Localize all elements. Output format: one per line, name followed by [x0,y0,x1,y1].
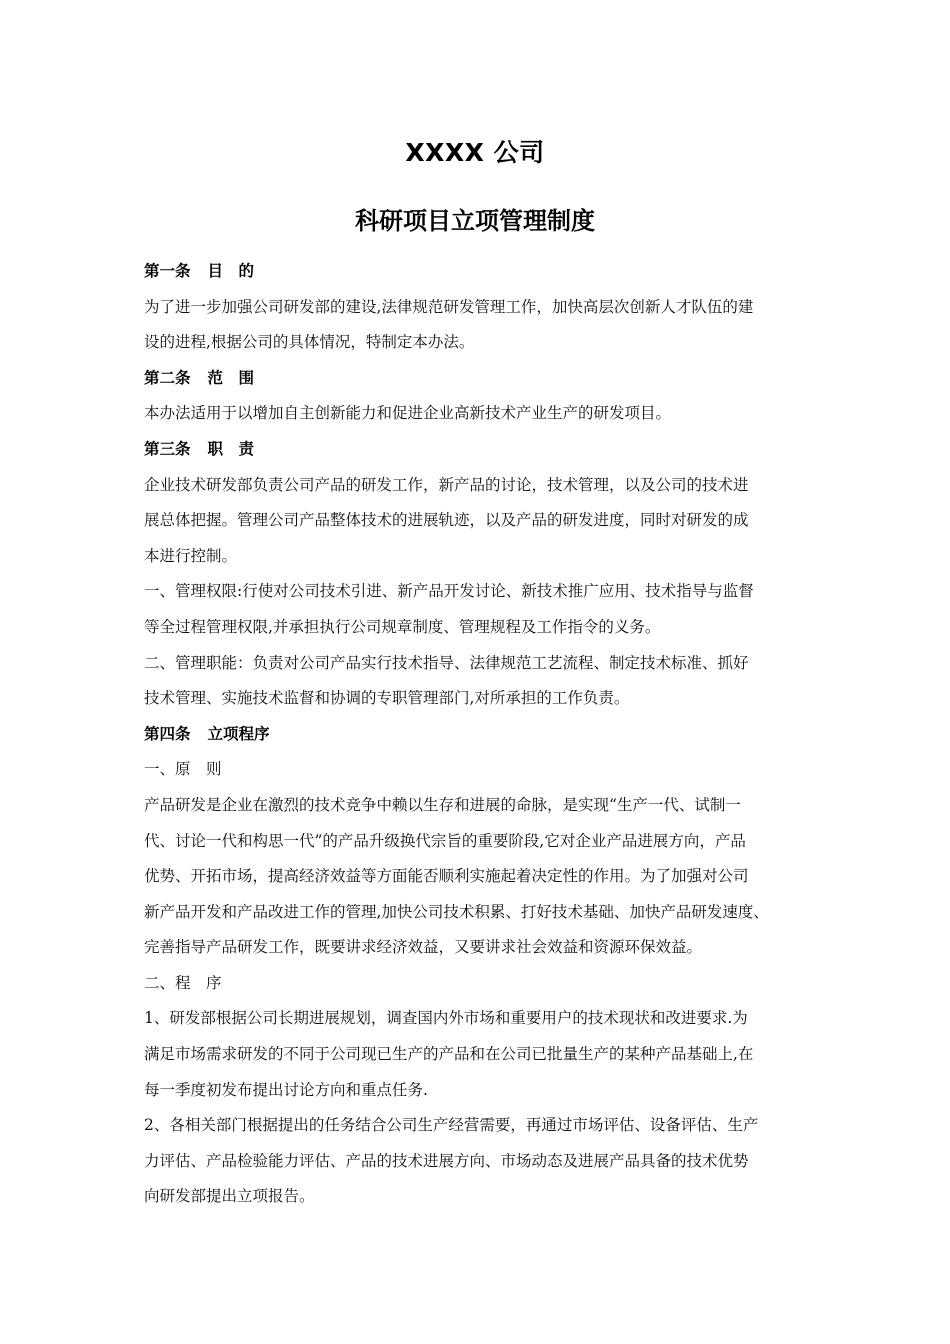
article-number: 第四条 [144,724,191,743]
paragraph-line: 2、各相关部门根据提出的任务结合公司生产经营需要，再通过市场评估、设备评估、生产 [144,1116,759,1135]
article-3-heading [144,432,816,468]
paragraph-line: 每一季度初发布提出讨论方向和重点任务. [144,1080,428,1099]
paragraph-line: 本进行控制。 [144,546,238,565]
company-name: XXXX 公司 [405,138,545,167]
article-number: 第一条 [144,262,191,280]
article-title: 目 的 [207,262,255,280]
paragraph-line: 优势、开拓市场，提高经济效益等方面能否顺利实施起着决定性的作用。为了加强对公司 [144,867,749,886]
paragraph-line: 本办法适用于以增加自主创新能力和促进企业高新技术产业生产的研发项目。 [144,404,672,423]
section-heading: 二、程 序 [144,973,222,992]
paragraph-line: 为了进一步加强公司研发部的建设,法律规范研发管理工作，加快高层次创新人才队伍的建 [144,297,754,316]
document-body [144,254,816,1215]
article-number: 第三条 [144,439,191,458]
paragraph-line: 二、管理职能：负责对公司产品实行技术指导、法律规范工艺流程、制定技术标准、抓好 [144,653,749,672]
paragraph-line: 力评估、产品检验能力评估、产品的技术进展方向、市场动态及进展产品具备的技术优势 [144,1151,749,1170]
paragraph-line: 1、研发部根据公司长期进展规划，调查国内外市场和重要用户的技术现状和改进要求.为 [144,1009,748,1028]
article-title: 范 围 [207,368,255,387]
article-4-heading [144,717,816,753]
paragraph-line: 设的进程,根据公司的具体情况，特制定本办法。 [144,333,475,352]
paragraph-line: 新产品开发和产品改进工作的管理,加快公司技术积累、打好技术基础、加快产品研发速度、 [144,902,769,921]
paragraph-line: 代、讨论一代和构思一代”的产品升级换代宗旨的重要阶段,它对企业产品进展方向，产品 [144,831,746,850]
paragraph-line: 满足市场需求研发的不同于公司现已生产的产品和在公司已批量生产的某种产品基础上,在 [144,1045,754,1064]
paragraph-line: 等全过程管理权限,并承担执行公司规章制度、管理规程及工作指令的义务。 [144,617,661,636]
document-title: 科研项目立项管理制度 [355,207,595,235]
article-2-heading [144,361,816,397]
section-heading: 一、原 则 [144,760,222,779]
article-title: 职 责 [207,439,255,458]
article-title: 立项程序 [207,724,270,743]
article-number: 第二条 [144,368,191,387]
paragraph-line: 向研发部提出立项报告。 [144,1187,315,1206]
paragraph-line: 完善指导产品研发工作，既要讲求经济效益，又要讲求社会效益和资源环保效益。 [144,938,703,957]
paragraph-line: 技术管理、实施技术监督和协调的专职管理部门,对所承担的工作负责。 [144,689,630,708]
article-1-heading [144,254,816,290]
paragraph-line: 展总体把握。管理公司产品整体技术的进展轨迹，以及产品的研发进度，同时对研发的成 [144,511,749,530]
paragraph-line: 企业技术研发部负责公司产品的研发工作，新产品的讨论，技术管理，以及公司的技术进 [144,475,749,494]
paragraph-line: 一、管理权限:行使对公司技术引进、新产品开发讨论、新技术推广应用、技术指导与监督 [144,582,754,601]
paragraph-line: 产品研发是企业在激烈的技术竞争中赖以生存和进展的命脉，是实现“生产一代、试制一 [144,795,741,814]
